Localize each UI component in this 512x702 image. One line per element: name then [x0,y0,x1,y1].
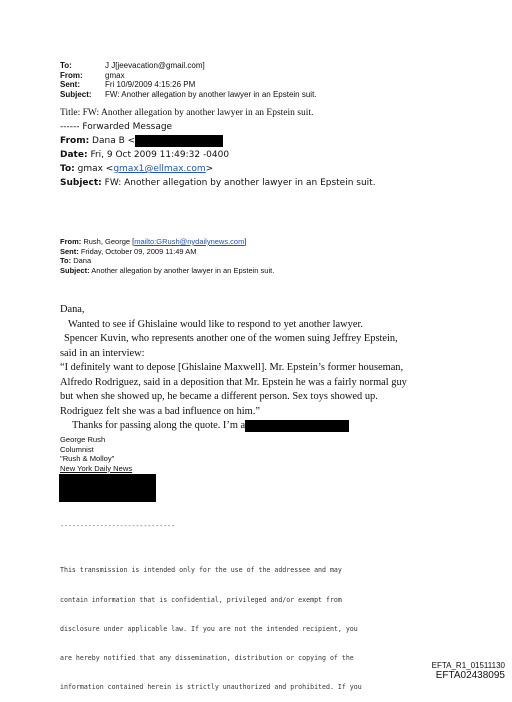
redaction-box [59,474,156,502]
header-sent-label: Sent: [60,80,80,89]
forwarded-subject-row [60,176,376,190]
header-from-value: gmax [105,70,125,80]
rush-subject-value: Another allegation by another lawyer in an Epstein suit. [91,265,275,275]
body-line: Alfredo Rodriguez, said in a deposition that Mr. Epstein he was a fairly normal guy [60,376,407,388]
disclaimer-line: contain information that is confidential, privileged and/or exempt from [60,595,342,604]
header-to-value: J J[jeevacation@gmail.com] [105,61,205,70]
forwarded-block [60,120,376,190]
forwarded-to-label: To: [60,164,75,174]
rush-sent-value: Friday, October 09, 2009 11:49 AM [80,246,197,256]
header-subject-row [60,90,317,100]
rush-from-row [60,237,274,247]
disclaimer-line: are hereby notified that any dissemination, distribution or copying of the [60,653,354,662]
forwarded-from-label: From: [60,136,90,146]
footer-id-primary: EFTA_R1_01511130 [431,661,505,670]
separator: ----------------------------- [60,522,176,530]
rush-from-name: Rush, George [ [83,237,135,246]
title-line: Title: FW: Another allegation by another lawyer in an Epstein suit. [60,108,314,118]
footer-id-secondary: EFTA02438095 [435,670,505,681]
forwarded-date-row [60,148,376,162]
body-line: “I definitely want to depose [Ghislaine Maxwell]. Mr. Epstein’s former houseman, [60,362,404,373]
signature-title: Columnist [60,444,94,454]
rush-to-label: To: [60,256,72,265]
rush-from-close: ] [244,237,247,246]
rush-to-row [60,256,274,266]
redaction-box [245,420,349,432]
header-sent-value: Fri 10/9/2009 4:15:26 PM [105,80,196,89]
body-line: said in an interview: [60,347,145,359]
body-greeting: Dana, [60,304,85,315]
header-from-label: From: [60,70,83,80]
forwarded-subject-value: FW: Another allegation by another lawyer in an Epstein suit. [104,178,376,188]
forwarded-marker: ------ Forwarded Message [60,122,173,132]
redaction-box [135,135,223,147]
header-subject-value: FW: Another allegation by another lawyer in an Epstein suit. [105,89,317,99]
signature-publication: New York Daily News [60,463,133,473]
rush-email-link[interactable]: mailto:GRush@nydailynews.com [134,237,245,246]
message-body [60,303,500,434]
forwarded-subject-label: Subject: [60,178,102,188]
signature [60,435,132,473]
signature-column: "Rush & Molloy" [60,454,115,463]
header-from-row [60,71,317,81]
rush-sent-row [60,247,274,257]
forwarded-from-row [60,134,376,148]
rush-sent-label: Sent: [60,246,79,256]
body-closing-row [60,419,500,434]
disclaimer-line: This transmission is intended only for the use of the addressee and may [60,566,342,575]
forwarded-to-close: > [205,164,214,174]
signature-name: George Rush [60,435,106,444]
forwarded-date-value: Fri, 9 Oct 2009 11:49:32 -0400 [90,150,230,160]
body-line: Spencer Kuvin, who represents another one of the women suing Jeffrey Epstein, [64,333,398,344]
email-header [60,61,317,99]
forwarded-to-name: gmax < [77,164,114,174]
forwarded-date-label: Date: [60,150,88,160]
forwarded-to-row [60,162,376,176]
body-closing: Thanks for passing along the quote. I’m a [72,420,246,431]
rush-from-label: From: [60,237,82,246]
rush-subject-label: Subject: [60,265,90,275]
rush-header [60,237,274,275]
header-to-label: To: [60,61,72,70]
disclaimer-line: information contained herein is strictly unauthorized and prohibited. If you [60,682,362,691]
body-line: Rodriguez felt she was a bad influence on him.” [60,405,260,417]
disclaimer-line: disclosure under applicable law. If you are not the intended recipient, you [60,624,358,633]
disclaimer [60,547,362,702]
header-to-row [60,61,317,71]
rush-subject-row [60,266,274,276]
footer-ids [432,661,505,682]
header-sent-row [60,80,317,90]
body-line: Wanted to see if Ghislaine would like to respond to yet another lawyer. [68,318,363,330]
forwarded-from-value: Dana B < [92,136,136,146]
header-subject-label: Subject: [60,89,92,99]
forwarded-to-email-link[interactable]: gmax1@ellmax.com [113,164,206,174]
body-line: but when she showed up, he became a different person. Sex toys showed up. [60,391,378,402]
rush-to-value: Dana [73,256,92,265]
